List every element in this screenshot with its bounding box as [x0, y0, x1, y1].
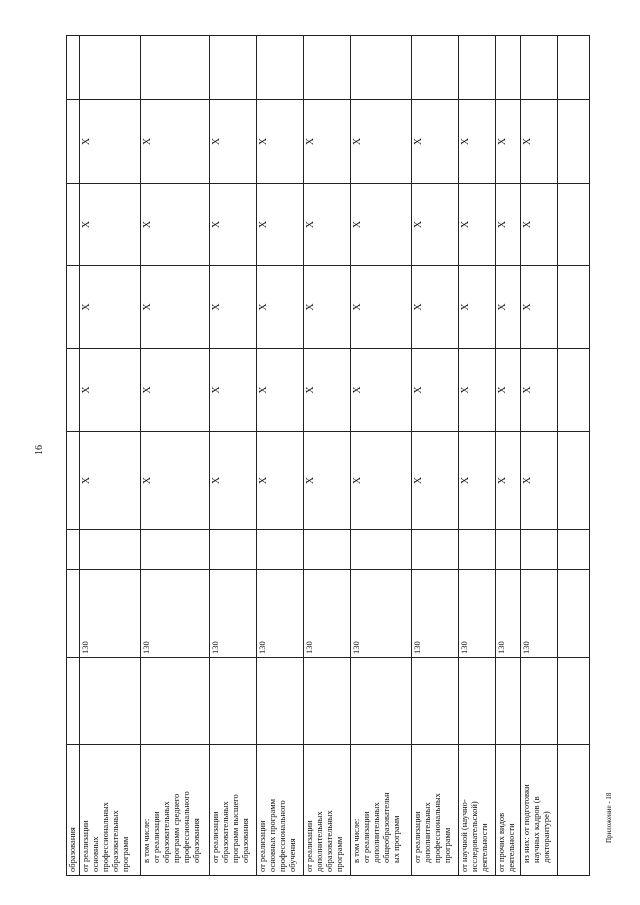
x-mark: X [413, 476, 424, 485]
x-mark: X [305, 476, 316, 485]
x-mark: X [413, 137, 424, 146]
x-mark-cell [210, 184, 257, 266]
x-mark-cell [141, 432, 210, 530]
empty-cell [67, 266, 80, 349]
empty-cell [67, 530, 80, 570]
x-mark-cell [304, 100, 351, 184]
row-label-cell [521, 745, 558, 876]
empty-cell [210, 658, 257, 745]
x-mark-cell [210, 266, 257, 349]
x-mark-cell [304, 266, 351, 349]
row-code-cell [558, 570, 590, 658]
x-mark-cell [412, 266, 459, 349]
row-code: 130 [521, 641, 531, 654]
x-mark: X [413, 303, 424, 311]
x-mark-cell [351, 184, 412, 266]
x-mark-cell [141, 184, 210, 266]
x-mark-cell [412, 432, 459, 530]
row-code: 130 [459, 641, 469, 654]
empty-cell [67, 36, 80, 100]
x-mark: X [352, 137, 363, 146]
empty-cell [412, 530, 459, 570]
row-code-cell [80, 570, 141, 658]
empty-cell [521, 658, 558, 745]
empty-cell [459, 530, 496, 570]
row-label: от научной (научно- исследовательской) деятельности [459, 799, 489, 872]
empty-cell [558, 530, 590, 570]
table-row [496, 36, 521, 876]
x-mark-cell [80, 349, 141, 432]
x-mark: X [81, 476, 92, 485]
x-mark: X [258, 386, 269, 394]
table-row [558, 36, 590, 876]
row-label-cell [210, 745, 257, 876]
x-mark-cell [496, 349, 521, 432]
x-mark-cell [521, 266, 558, 349]
x-mark: X [81, 386, 92, 394]
row-code-cell [459, 570, 496, 658]
x-mark: X [460, 303, 471, 311]
x-mark-cell [351, 266, 412, 349]
row-code-cell [141, 570, 210, 658]
row-label: в том числе: от реализации дополнительных общеобразовательн ых программ [351, 792, 401, 863]
row-code-cell [210, 570, 257, 658]
empty-cell [351, 530, 412, 570]
row-label: от реализации образовательных программ высшего образования [210, 794, 250, 863]
x-mark: X [497, 476, 508, 485]
x-mark-cell [459, 100, 496, 184]
row-label: от реализации дополнительных профессиональных программ [412, 793, 452, 863]
row-label-cell [67, 745, 80, 876]
x-mark: X [413, 386, 424, 394]
row-label: в том числе: от реализации образовательных программ среднего профессионального образования [141, 791, 201, 863]
x-mark: X [497, 137, 508, 146]
x-mark: X [497, 303, 508, 311]
empty-cell [210, 530, 257, 570]
empty-cell [496, 658, 521, 745]
table-row [141, 36, 210, 876]
x-mark: X [522, 386, 533, 394]
row-code-cell [351, 570, 412, 658]
revenue-table [66, 35, 590, 876]
table-row [80, 36, 141, 876]
empty-cell [304, 530, 351, 570]
x-mark: X [522, 220, 533, 229]
x-mark-cell [521, 100, 558, 184]
empty-cell [141, 658, 210, 745]
empty-cell [459, 36, 496, 100]
x-mark: X [142, 137, 153, 146]
x-mark: X [522, 137, 533, 146]
x-mark: X [413, 220, 424, 229]
row-label-cell [257, 745, 304, 876]
table-row [304, 36, 351, 876]
empty-cell [304, 658, 351, 745]
x-mark-cell [459, 184, 496, 266]
row-label: от реализации основных профессиональных образовательных программ [80, 802, 130, 872]
empty-cell [558, 658, 590, 745]
row-label-cell [304, 745, 351, 876]
x-mark-cell [80, 266, 141, 349]
x-mark-cell [80, 432, 141, 530]
row-code-cell [496, 570, 521, 658]
empty-cell [141, 36, 210, 100]
x-mark-cell [210, 349, 257, 432]
row-label-cell [351, 745, 412, 876]
x-mark-cell [141, 349, 210, 432]
x-mark: X [460, 476, 471, 485]
row-code: 130 [412, 641, 422, 654]
empty-cell [521, 36, 558, 100]
x-mark-cell [141, 266, 210, 349]
row-code: 130 [496, 641, 506, 654]
empty-cell [558, 184, 590, 266]
row-label: от реализации основных программ профессионального обучения [257, 799, 297, 872]
x-mark-cell [521, 432, 558, 530]
x-mark: X [258, 476, 269, 485]
row-code-cell [521, 570, 558, 658]
x-mark-cell [412, 349, 459, 432]
x-mark: X [211, 386, 222, 394]
row-label: от реализации дополнительных образовательных программ [304, 810, 344, 872]
x-mark: X [142, 386, 153, 394]
x-mark-cell [141, 100, 210, 184]
x-mark: X [305, 303, 316, 311]
x-mark: X [258, 303, 269, 311]
x-mark: X [142, 476, 153, 485]
empty-cell [304, 36, 351, 100]
x-mark: X [305, 220, 316, 229]
x-mark: X [497, 220, 508, 229]
x-mark: X [211, 303, 222, 311]
x-mark-cell [257, 266, 304, 349]
row-code-cell [412, 570, 459, 658]
x-mark-cell [257, 349, 304, 432]
row-code: 130 [351, 641, 361, 654]
x-mark: X [522, 476, 533, 485]
row-label-cell [558, 745, 590, 876]
empty-cell [558, 432, 590, 530]
empty-cell [80, 530, 141, 570]
table-row [67, 36, 80, 876]
row-label-cell [412, 745, 459, 876]
x-mark: X [211, 476, 222, 485]
x-mark: X [305, 386, 316, 394]
x-mark-cell [459, 266, 496, 349]
empty-cell [210, 36, 257, 100]
table-row [412, 36, 459, 876]
empty-cell [257, 530, 304, 570]
table-row [351, 36, 412, 876]
empty-cell [412, 658, 459, 745]
x-mark: X [258, 137, 269, 146]
x-mark-cell [257, 432, 304, 530]
x-mark-cell [459, 432, 496, 530]
x-mark-cell [521, 184, 558, 266]
empty-cell [67, 658, 80, 745]
x-mark-cell [496, 432, 521, 530]
table-row [459, 36, 496, 876]
x-mark-cell [351, 349, 412, 432]
x-mark-cell [351, 432, 412, 530]
x-mark-cell [257, 100, 304, 184]
x-mark-cell [304, 184, 351, 266]
row-code: 130 [141, 641, 151, 654]
x-mark: X [211, 220, 222, 229]
empty-cell [257, 36, 304, 100]
x-mark: X [142, 303, 153, 311]
x-mark-cell [412, 100, 459, 184]
x-mark: X [460, 386, 471, 394]
row-code: 130 [304, 641, 314, 654]
x-mark-cell [496, 100, 521, 184]
row-label-cell [141, 745, 210, 876]
x-mark: X [522, 303, 533, 311]
x-mark-cell [210, 100, 257, 184]
x-mark-cell [257, 184, 304, 266]
row-label: образования [67, 827, 77, 872]
x-mark: X [352, 303, 363, 311]
table-row [257, 36, 304, 876]
row-code: 130 [80, 641, 90, 654]
x-mark: X [81, 137, 92, 146]
x-mark: X [258, 220, 269, 229]
x-mark-cell [459, 349, 496, 432]
x-mark: X [352, 386, 363, 394]
empty-cell [496, 36, 521, 100]
empty-cell [80, 36, 141, 100]
empty-cell [351, 658, 412, 745]
x-mark: X [352, 476, 363, 485]
x-mark-cell [304, 432, 351, 530]
empty-cell [67, 100, 80, 184]
row-code: 130 [210, 641, 220, 654]
footer-note: Приложение - 18 [605, 792, 613, 843]
x-mark-cell [304, 349, 351, 432]
x-mark-cell [351, 100, 412, 184]
page-number: 16 [34, 445, 45, 455]
empty-cell [67, 432, 80, 530]
x-mark: X [460, 137, 471, 146]
empty-cell [558, 266, 590, 349]
row-code-cell [257, 570, 304, 658]
empty-cell [558, 349, 590, 432]
x-mark: X [497, 386, 508, 394]
x-mark-cell [412, 184, 459, 266]
table-row [521, 36, 558, 876]
row-label: от прочих видов деятельности [496, 812, 516, 872]
empty-cell [558, 100, 590, 184]
x-mark-cell [496, 266, 521, 349]
x-mark-cell [496, 184, 521, 266]
row-label-cell [459, 745, 496, 876]
empty-cell [558, 36, 590, 100]
x-mark: X [81, 303, 92, 311]
empty-cell [80, 658, 141, 745]
row-label-cell [496, 745, 521, 876]
x-mark: X [460, 220, 471, 229]
x-mark-cell [210, 432, 257, 530]
row-label-cell [80, 745, 141, 876]
empty-cell [67, 349, 80, 432]
empty-cell [412, 36, 459, 100]
row-code-cell [67, 570, 80, 658]
x-mark-cell [521, 349, 558, 432]
x-mark: X [81, 220, 92, 229]
empty-cell [67, 184, 80, 266]
row-label: из них: от подготовки научных кадров (в докторантуре) [521, 784, 551, 863]
x-mark-cell [80, 184, 141, 266]
x-mark: X [352, 220, 363, 229]
empty-cell [459, 658, 496, 745]
rotated-table-container [66, 36, 586, 876]
empty-cell [496, 530, 521, 570]
x-mark-cell [80, 100, 141, 184]
empty-cell [257, 658, 304, 745]
empty-cell [141, 530, 210, 570]
x-mark: X [142, 220, 153, 229]
x-mark: X [305, 137, 316, 146]
row-code-cell [304, 570, 351, 658]
table-row [210, 36, 257, 876]
empty-cell [521, 530, 558, 570]
empty-cell [351, 36, 412, 100]
row-code: 130 [257, 641, 267, 654]
x-mark: X [211, 137, 222, 146]
